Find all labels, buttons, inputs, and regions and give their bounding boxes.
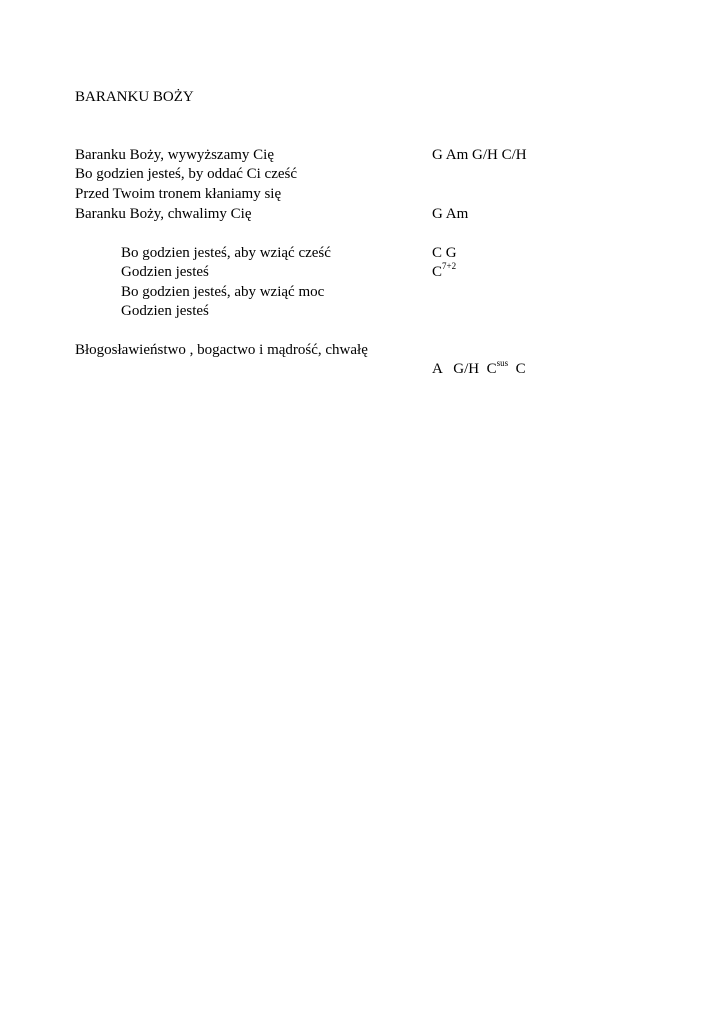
song-title: BARANKU BOŻY: [75, 89, 194, 105]
verse2-line-3: Bo godzien jesteś, aby wziąć moc: [121, 284, 325, 300]
verse3-line-1: Błogosławieństwo , bogactwo i mądrość, chwałę: [75, 342, 368, 358]
verse2-line-2: Godzien jesteś: [121, 264, 209, 280]
verse2-line-1: Bo godzien jesteś, aby wziąć cześć: [121, 245, 331, 261]
verse1-line-2: Bo godzien jesteś, by oddać Ci cześć: [75, 166, 298, 182]
verse2-line-4: Godzien jesteś: [121, 303, 209, 319]
chord-superscript: sus: [496, 358, 509, 368]
verse1-line-4: Baranku Boży, chwalimy Cię: [75, 206, 252, 222]
verse1-line-1: Baranku Boży, wywyższamy Cię: [75, 147, 274, 163]
verse2-chords-1: C G: [432, 245, 457, 261]
verse1-line-3: Przed Twoim tronem kłaniamy się: [75, 186, 282, 202]
chord-superscript: 7+2: [442, 261, 457, 271]
verse3-chords: [432, 360, 526, 379]
verse1-chords-4: G Am: [432, 206, 469, 222]
verse2-chords-2: [432, 263, 456, 282]
chord-c: C: [432, 264, 443, 280]
verse1-chords-1: G Am G/H C/H: [432, 147, 527, 163]
chord-group-2: C: [515, 361, 526, 377]
chord-group-1: A G/H C: [432, 361, 497, 377]
